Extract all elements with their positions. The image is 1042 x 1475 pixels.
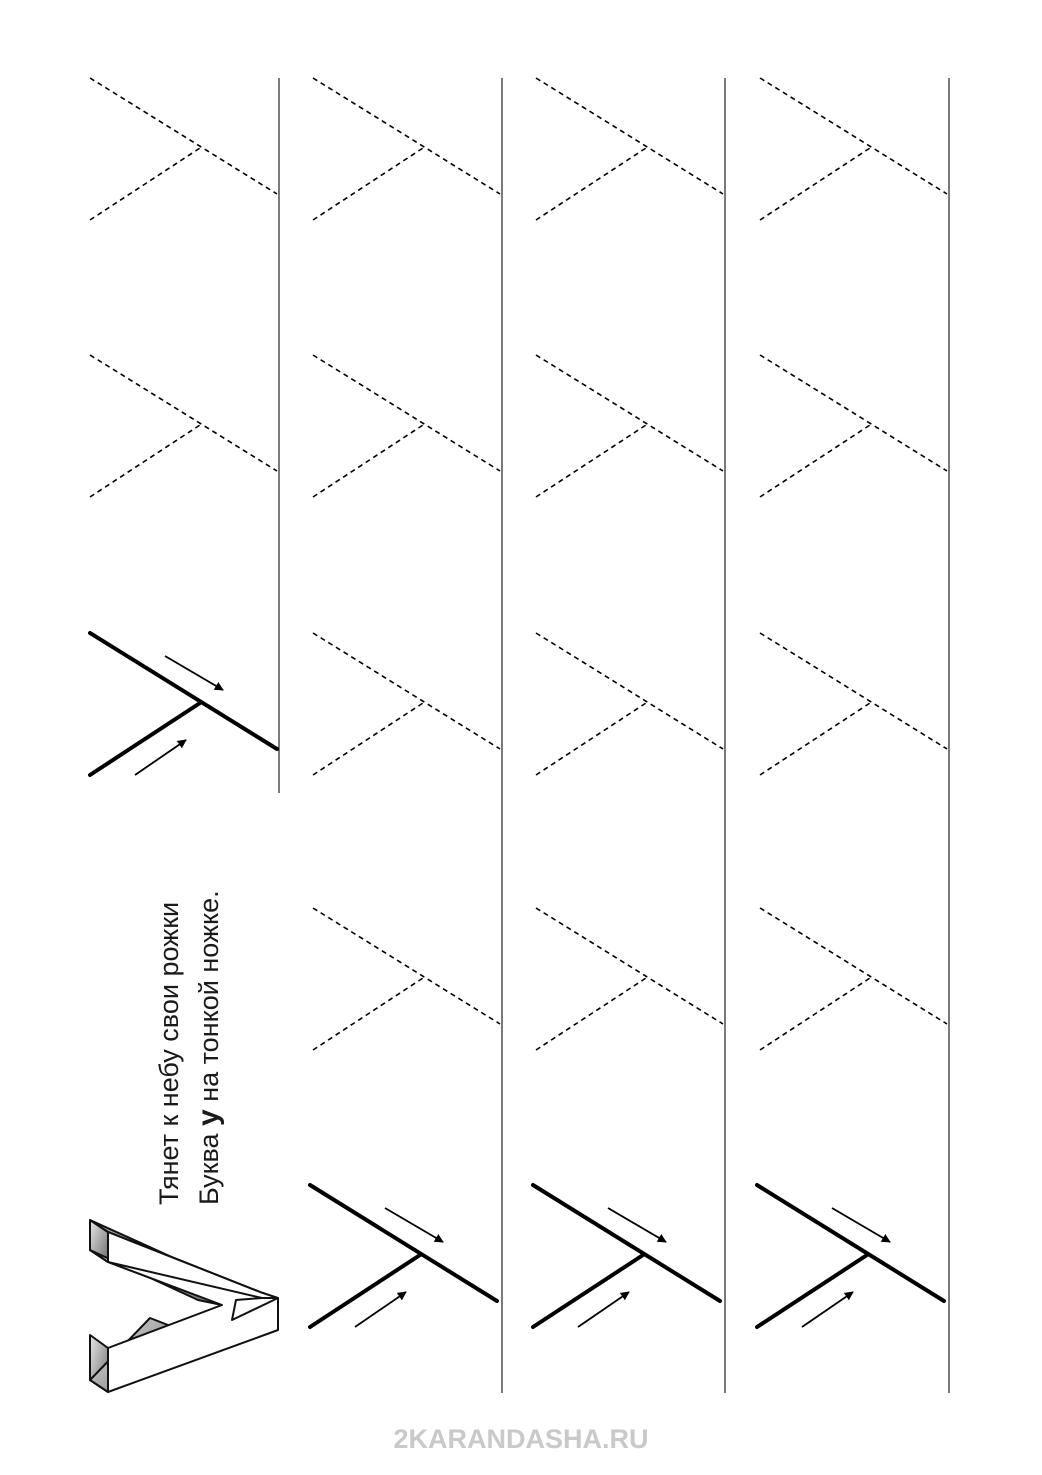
trace-stroke <box>533 1255 643 1327</box>
trace-dashed <box>313 633 500 775</box>
trace-dashed <box>760 78 947 220</box>
trace-example <box>310 1185 497 1327</box>
trace-dashed <box>760 908 947 1050</box>
letter-u-3d-icon <box>90 1220 278 1392</box>
trace-stroke <box>760 78 947 194</box>
trace-dashed <box>536 908 723 1050</box>
trace-stroke <box>313 78 500 194</box>
trace-stroke <box>536 703 646 775</box>
trace-stroke <box>90 633 277 749</box>
trace-dashed <box>760 633 947 775</box>
trace-stroke <box>313 703 423 775</box>
trace-dashed <box>536 355 723 497</box>
trace-stroke <box>536 148 646 220</box>
arrow-icon <box>135 740 186 775</box>
rhyme-line-2: Буква у на тонкой ножке. <box>192 890 225 1205</box>
trace-dashed <box>313 355 500 497</box>
arrow-icon <box>578 1292 629 1327</box>
trace-stroke <box>536 633 723 749</box>
trace-stroke <box>536 425 646 497</box>
trace-stroke <box>90 425 200 497</box>
trace-stroke <box>313 978 423 1050</box>
trace-dashed <box>536 78 723 220</box>
trace-stroke <box>310 1255 420 1327</box>
trace-stroke <box>536 78 723 194</box>
trace-stroke <box>313 908 500 1024</box>
trace-stroke <box>310 1185 497 1301</box>
trace-stroke <box>90 78 277 194</box>
rhyme-letter-u: у <box>192 1109 225 1126</box>
trace-dashed <box>90 355 277 497</box>
trace-dashed <box>313 908 500 1050</box>
trace-dashed <box>90 78 277 220</box>
trace-stroke <box>536 978 646 1050</box>
trace-stroke <box>90 703 200 775</box>
trace-stroke <box>313 355 500 471</box>
trace-dashed <box>313 78 500 220</box>
trace-stroke <box>533 1185 720 1301</box>
arrow-icon <box>802 1292 853 1327</box>
arrow-icon <box>355 1292 406 1327</box>
trace-stroke <box>760 355 947 471</box>
trace-example <box>757 1185 944 1327</box>
trace-stroke <box>760 908 947 1024</box>
trace-stroke <box>313 633 500 749</box>
watermark: 2KARANDASHA.RU <box>393 1424 649 1454</box>
trace-stroke <box>760 633 947 749</box>
rhyme-line-1: Тянет к небу свои рожки <box>154 901 184 1205</box>
trace-stroke <box>760 148 870 220</box>
guide-lines <box>279 78 949 1393</box>
trace-stroke <box>760 703 870 775</box>
trace-dashed <box>536 633 723 775</box>
trace-stroke <box>90 148 200 220</box>
trace-dashed <box>760 355 947 497</box>
trace-stroke <box>536 355 723 471</box>
trace-example <box>90 633 277 775</box>
trace-stroke <box>757 1255 867 1327</box>
trace-stroke <box>760 978 870 1050</box>
trace-stroke <box>757 1185 944 1301</box>
trace-stroke <box>760 425 870 497</box>
trace-stroke <box>536 908 723 1024</box>
rhyme-text <box>150 890 229 1205</box>
trace-stroke <box>90 355 277 471</box>
trace-stroke <box>313 148 423 220</box>
trace-stroke <box>313 425 423 497</box>
trace-example <box>533 1185 720 1327</box>
